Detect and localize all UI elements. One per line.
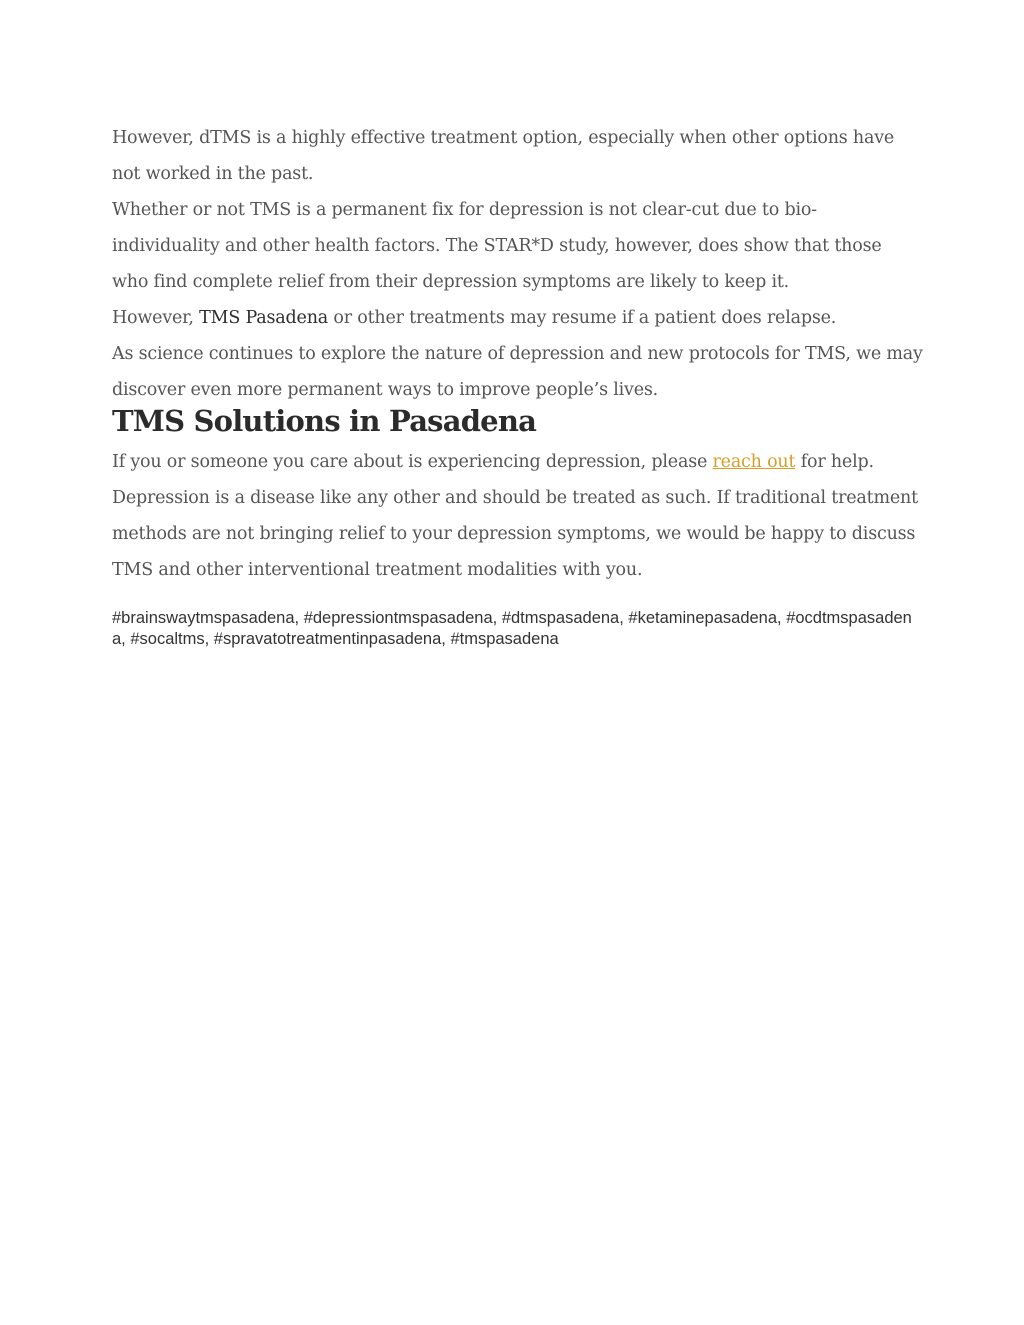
paragraph-line: Depression is a disease like any other and should be treated as such. If traditional treatment [112,488,918,508]
section-heading: TMS Solutions in Pasadena [112,404,537,438]
paragraph-line: As science continues to explore the nature of depression and new protocols for TMS, we may [112,344,923,364]
paragraph-line: Whether or not TMS is a permanent fix for depression is not clear-cut due to bio- [112,200,817,220]
paragraph-line [112,300,912,336]
paragraph-line [112,444,912,480]
paragraph-line: discover even more permanent ways to improve people’s lives. [112,380,658,400]
reach-out-link[interactable]: reach out [712,452,796,472]
paragraph-text: or other treatments may resume if a patient does relapse. [328,308,837,328]
paragraph-line: However, dTMS is a highly effective treatment option, especially when other options have [112,128,895,148]
paragraph-line: TMS and other interventional treatment modalities with you. [112,560,643,580]
paragraph-text: However, [112,308,200,328]
paragraph-text: for help. [795,452,874,472]
tms-pasadena-link[interactable]: TMS Pasadena [199,308,328,328]
document-page [112,120,923,650]
hashtag-list: #brainswaytmspasadena, #depressiontmspasadena, #dtmspasadena, #ketaminepasadena, #ocdtmspasadena, #socaltms, #spravatotreatmentinpasadena, #tmspasadena [112,609,912,648]
paragraph-line: who find complete relief from their depression symptoms are likely to keep it. [112,272,790,292]
paragraph-line: individuality and other health factors. The STAR*D study, however, does show that those [112,236,882,256]
paragraph-line: methods are not bringing relief to your depression symptoms, we would be happy to discuss [112,524,916,544]
paragraph-line: not worked in the past. [112,164,314,184]
paragraph-text: If you or someone you care about is experiencing depression, please [112,452,713,472]
